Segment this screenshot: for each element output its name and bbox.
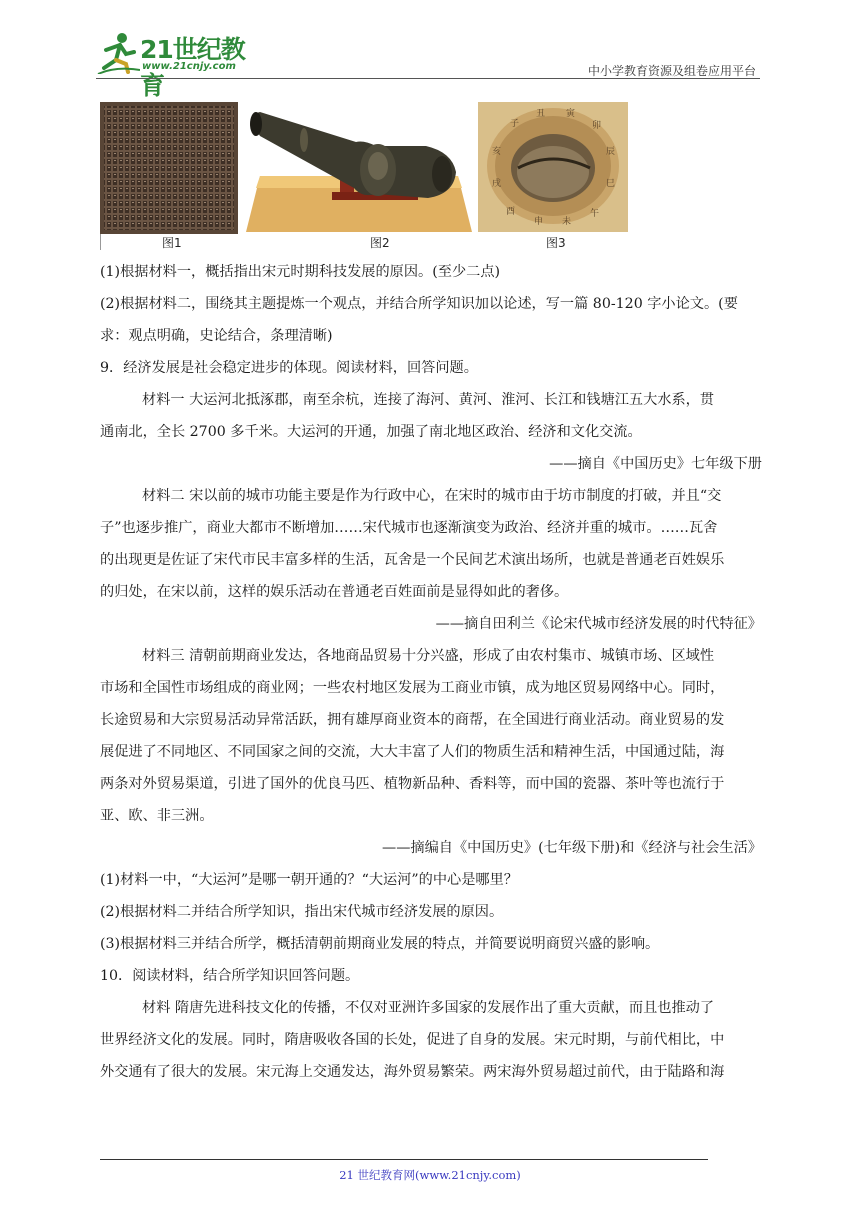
runner-logo-icon bbox=[96, 30, 140, 74]
q9-material-3-line-6: 亚、欧、非三洲。 bbox=[100, 808, 214, 824]
q9-material-3-line-2: 市场和全国性市场组成的商业网；一些农村地区发展为工商业市镇，成为地区贸易网络中心。同时， bbox=[100, 680, 725, 696]
q9-material-1-line-2: 通南北，全长 2700 多千米。大运河的开通，加强了南北地区政治、经济和文化交流。 bbox=[100, 424, 642, 440]
svg-text:亥: 亥 bbox=[492, 147, 502, 157]
q9-material-1-source: ——摘自《中国历史》七年级下册 bbox=[549, 456, 762, 472]
q8-prompt-2b: 求：观点明确，史论结合，条理清晰) bbox=[100, 328, 333, 344]
svg-text:丑: 丑 bbox=[536, 109, 546, 119]
site-logo bbox=[96, 30, 266, 100]
q9-question-2: (2)根据材料二并结合所学知识，指出宋代城市经济发展的原因。 bbox=[100, 904, 504, 920]
footer-divider bbox=[100, 1159, 708, 1160]
q9-material-3-line-5: 两条对外贸易渠道，引进了国外的优良马匹、植物新品种、香料等，而中国的瓷器、茶叶等也流行于 bbox=[100, 776, 725, 792]
q10-material-line-2: 世界经济文化的发展。同时，隋唐吸收各国的长处，促进了自身的发展。宋元时期，与前代相比，中 bbox=[100, 1032, 725, 1048]
footer-link[interactable]: 21 世纪教育网(www.21cnjy.com) bbox=[339, 1168, 521, 1182]
q10-title: 10．阅读材料，结合所学知识回答问题。 bbox=[100, 968, 360, 984]
printing-block-image bbox=[100, 102, 238, 234]
q9-material-2-line-1: 材料二 宋以前的城市功能主要是作为行政中心，在宋时的城市由于坊市制度的打破，并且“交 bbox=[142, 488, 722, 504]
q9-material-3-source: ——摘编自《中国历史》(七年级下册)和《经济与社会生活》 bbox=[382, 840, 762, 856]
figure-2 bbox=[246, 102, 472, 232]
svg-text:酉: 酉 bbox=[506, 207, 516, 217]
q9-material-3-line-3: 长途贸易和大宗贸易活动异常活跃，拥有雄厚商业资本的商帮，在全国进行商业活动。商业贸易的发 bbox=[100, 712, 725, 728]
figure-row bbox=[100, 102, 640, 252]
figure-1 bbox=[100, 102, 238, 234]
q9-material-2-line-2: 子”也逐步推广，商业大都市不断增加……宋代城市也逐渐演变为政治、经济并重的城市。……瓦舍 bbox=[100, 520, 718, 536]
q10-material-line-1: 材料 隋唐先进科技文化的传播，不仅对亚洲许多国家的发展作出了重大贡献，而且也推动了 bbox=[142, 1000, 715, 1016]
q9-material-2-line-3: 的出现更是佐证了宋代市民丰富多样的生活，瓦舍是一个民间艺术演出场所，也就是普通老百姓娱乐 bbox=[100, 552, 725, 568]
bronze-cannon-image bbox=[246, 102, 472, 232]
svg-text:寅: 寅 bbox=[566, 109, 576, 119]
logo-url: www.21cnjy.com bbox=[142, 61, 236, 72]
q8-prompt-2a: (2)根据材料二，围绕其主题提炼一个观点，并结合所学知识加以论述，写一篇 80-120 字小论文。(要 bbox=[100, 296, 738, 312]
svg-text:卯: 卯 bbox=[592, 121, 602, 131]
q9-material-2-line-4: 的归处，在宋以前，这样的娱乐活动在普通老百姓面前是显得如此的奢侈。 bbox=[100, 584, 569, 600]
figure-3 bbox=[478, 102, 628, 232]
figure-3-caption: 图3 bbox=[546, 236, 566, 250]
q10-material-line-3: 外交通有了很大的发展。宋元海上交通发达，海外贸易繁荣。两宋海外贸易超过前代，由于陆路和海 bbox=[100, 1064, 725, 1080]
svg-text:巳: 巳 bbox=[606, 179, 616, 189]
svg-text:午: 午 bbox=[590, 209, 600, 219]
svg-text:申: 申 bbox=[534, 217, 544, 227]
svg-text:未: 未 bbox=[562, 217, 572, 227]
platform-label: 中小学教育资源及组卷应用平台 bbox=[587, 64, 756, 78]
svg-text:辰: 辰 bbox=[606, 147, 616, 157]
page-header bbox=[96, 28, 760, 100]
figure-2-caption: 图2 bbox=[370, 236, 390, 250]
svg-text:子: 子 bbox=[510, 119, 520, 129]
q9-material-2-source: ——摘自田利兰《论宋代城市经济发展的时代特征》 bbox=[435, 616, 762, 632]
figure-1-caption: 图1 bbox=[162, 236, 182, 250]
compass-image bbox=[478, 102, 628, 232]
header-divider bbox=[96, 78, 760, 79]
q9-material-1-line-1: 材料一 大运河北抵涿郡，南至余杭，连接了海河、黄河、淮河、长江和钱塘江五大水系，贯 bbox=[142, 392, 715, 408]
q9-material-3-line-1: 材料三 清朝前期商业发达，各地商品贸易十分兴盛，形成了由农村集市、城镇市场、区域性 bbox=[142, 648, 715, 664]
q9-question-1: (1)材料一中，“大运河”是哪一朝开通的？“大运河”的中心是哪里？ bbox=[100, 872, 518, 888]
question-8-prompts bbox=[100, 256, 762, 1088]
q9-title: 9．经济发展是社会稳定进步的体现。阅读材料，回答问题。 bbox=[100, 360, 478, 376]
q8-prompt-1: (1)根据材料一，概括指出宋元时期科技发展的原因。(至少二点) bbox=[100, 264, 501, 280]
logo-text: 21世纪教育 bbox=[140, 35, 245, 100]
q9-material-3-line-4: 展促进了不同地区、不同国家之间的交流，大大丰富了人们的物质生活和精神生活，中国通过陆，海 bbox=[100, 744, 725, 760]
svg-text:戌: 戌 bbox=[492, 179, 502, 189]
q9-question-3: (3)根据材料三并结合所学，概括清朝前期商业发展的特点，并简要说明商贸兴盛的影响。 bbox=[100, 936, 660, 952]
